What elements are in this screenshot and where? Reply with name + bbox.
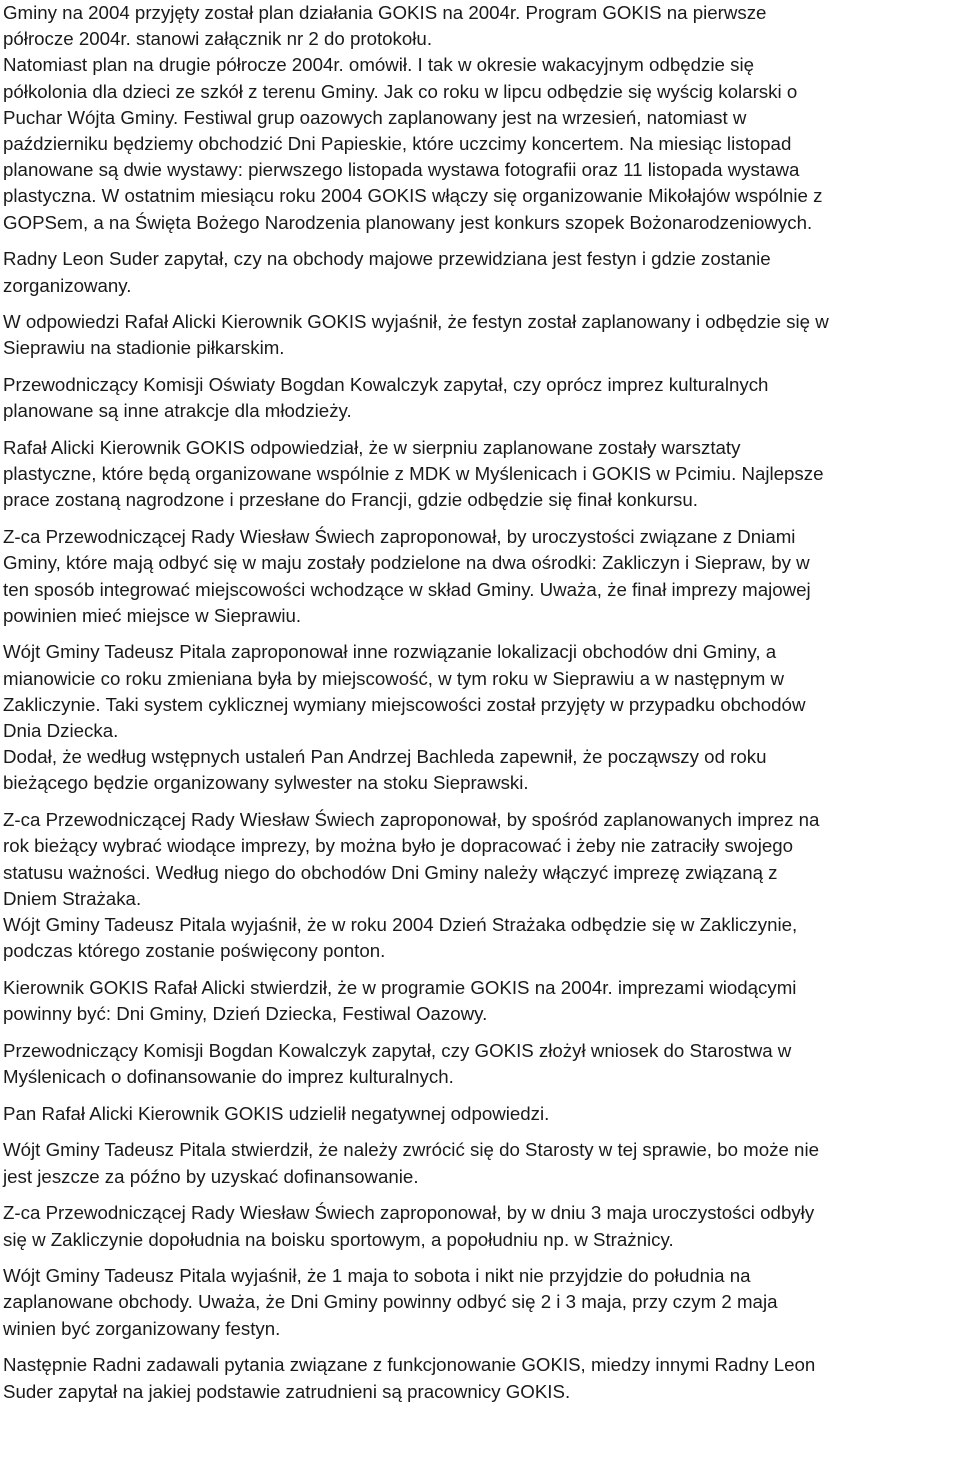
text-line: plastyczna. W ostatnim miesiącu roku 2004 GOKIS włączy się organizowanie Mikołajów wspólnie z [3, 185, 823, 207]
text-line: GOPSem, a na Święta Bożego Narodzenia planowany jest konkurs szopek Bożonarodzeniowych. [3, 211, 813, 233]
text-line: Pan Rafał Alicki Kierownik GOKIS udzielił negatywnej odpowiedzi. [3, 1102, 550, 1124]
text-line: planowane są inne atrakcje dla młodzieży. [3, 400, 352, 422]
text-line: Wójt Gminy Tadeusz Pitala wyjaśnił, że 1 maja to sobota i nikt nie przyjdzie do południa na [3, 1265, 751, 1287]
paragraph [3, 1200, 957, 1252]
text-line: jest jeszcze za późno by uzyskać dofinansowanie. [3, 1165, 419, 1187]
text-line: ten sposób integrować miejscowości wchodzące w skład Gminy. Uważa, że finał imprezy majowej [3, 578, 811, 600]
paragraph [3, 524, 957, 629]
text-line: Puchar Wójta Gminy. Festiwal grup oazowych zaplanowany jest na wrzesień, natomiast w [3, 106, 747, 128]
text-line: Przewodniczący Komisji Bogdan Kowalczyk zapytał, czy GOKIS złożył wniosek do Starostwa w [3, 1039, 792, 1061]
paragraph [3, 1263, 957, 1342]
text-line: W odpowiedzi Rafał Alicki Kierownik GOKIS wyjaśnił, że festyn został zaplanowany i odbędzie się w [3, 311, 829, 333]
text-line: półkolonia dla dzieci ze szkół z terenu Gminy. Jak co roku w lipcu odbędzie się wyścig kolarski o [3, 80, 798, 102]
text-line: plastyczne, które będą organizowane wspólnie z MDK w Myślenicach i GOKIS w Pcimiu. Najlepsze [3, 463, 824, 485]
text-line: Gminy, które mają odbyć się w maju zostały podzielone na dwa ośrodki: Zakliczyn i Siepraw, by w [3, 552, 810, 574]
paragraph [3, 0, 957, 236]
text-line: październiku będziemy obchodzić Dni Papieskie, które uczcimy koncertem. Na miesiąc listopad [3, 133, 792, 155]
paragraph [3, 807, 957, 912]
paragraph [3, 1038, 957, 1090]
text-line: zaplanowane obchody. Uważa, że Dni Gminy powinny odbyć się 2 i 3 maja, przy czym 2 maja [3, 1291, 778, 1313]
text-line: Z-ca Przewodniczącej Rady Wiesław Świech zaproponował, by w dniu 3 maja uroczystości odbyły [3, 1202, 815, 1224]
text-line: Sieprawiu na stadionie piłkarskim. [3, 337, 285, 359]
text-line: zorganizowany. [3, 274, 132, 296]
text-line: planowane są dwie wystawy: pierwszego listopada wystawa fotografii oraz 11 listopada wystawa [3, 159, 800, 181]
text-line: podczas którego zostanie poświęcony ponton. [3, 940, 386, 962]
text-line: Dniem Strażaka. [3, 887, 142, 909]
paragraph [3, 1352, 957, 1404]
paragraph [3, 246, 957, 298]
text-line: powinny być: Dni Gminy, Dzień Dziecka, Festiwal Oazowy. [3, 1003, 488, 1025]
text-line: powinien mieć miejsce w Sieprawiu. [3, 604, 302, 626]
text-line: winien być zorganizowany festyn. [3, 1317, 281, 1339]
paragraph [3, 639, 957, 744]
text-line: Wójt Gminy Tadeusz Pitala zaproponował inne rozwiązanie lokalizacji obchodów dni Gminy, a [3, 641, 777, 663]
text-line: prace zostaną nagrodzone i przesłane do Francji, gdzie odbędzie się finał konkursu. [3, 489, 698, 511]
paragraph [3, 912, 957, 964]
text-line: Następnie Radni zadawali pytania związane z funkcjonowanie GOKIS, miedzy innymi Radny Leon [3, 1354, 816, 1376]
text-line: Dnia Dziecka. [3, 720, 119, 742]
paragraph [3, 975, 957, 1027]
text-line: Wójt Gminy Tadeusz Pitala wyjaśnił, że w roku 2004 Dzień Strażaka odbędzie się w Zakliczynie, [3, 914, 798, 935]
document-body [3, 0, 957, 1405]
text-line: statusu ważności. Według niego do obchodów Dni Gminy należy włączyć imprezę związaną z [3, 861, 778, 883]
text-line: Suder zapytał na jakiej podstawie zatrudnieni są pracownicy GOKIS. [3, 1380, 571, 1402]
paragraph [3, 1101, 957, 1127]
text-line: się w Zakliczynie dopołudnia na boisku sportowym, a popołudniu np. w Strażnicy. [3, 1228, 674, 1250]
paragraph [3, 309, 957, 361]
text-line: mianowicie co roku zmieniana była by miejscowość, w tym roku w Sieprawiu a w następnym w [3, 667, 785, 689]
paragraph [3, 1137, 957, 1189]
paragraph [3, 372, 957, 424]
text-line: bieżącego będzie organizowany sylwester na stoku Sieprawski. [3, 772, 529, 794]
paragraph [3, 744, 957, 796]
text-line: Natomiast plan na drugie półrocze 2004r. omówił. I tak w okresie wakacyjnym odbędzie się [3, 54, 754, 76]
text-line: Gminy na 2004 przyjęty został plan działania GOKIS na 2004r. Program GOKIS na pierwsze [3, 2, 767, 23]
text-line: Radny Leon Suder zapytał, czy na obchody majowe przewidziana jest festyn i gdzie zostanie [3, 248, 771, 270]
text-line: Z-ca Przewodniczącej Rady Wiesław Świech zaproponował, by uroczystości związane z Dniami [3, 526, 796, 548]
text-line: Kierownik GOKIS Rafał Alicki stwierdził, że w programie GOKIS na 2004r. imprezami wiodącymi [3, 976, 797, 998]
text-line: Myślenicach o dofinansowanie do imprez kulturalnych. [3, 1066, 454, 1088]
text-line: rok bieżący wybrać wiodące imprezy, by można było je dopracować i żeby nie zatraciły swojego [3, 835, 794, 857]
paragraph [3, 435, 957, 514]
text-line: Rafał Alicki Kierownik GOKIS odpowiedział, że w sierpniu zaplanowane zostały warsztaty [3, 437, 741, 459]
text-line: Z-ca Przewodniczącej Rady Wiesław Świech zaproponował, by spośród zaplanowanych imprez na [3, 809, 820, 831]
text-line: półrocze 2004r. stanowi załącznik nr 2 do protokołu. [3, 28, 433, 50]
text-line: Zakliczynie. Taki system cyklicznej wymiany miejscowości został przyjęty w przypadku obchodów [3, 693, 806, 715]
text-line: Dodał, że według wstępnych ustaleń Pan Andrzej Bachleda zapewnił, że począwszy od roku [3, 746, 767, 768]
text-line: Wójt Gminy Tadeusz Pitala stwierdził, że należy zwrócić się do Starosty w tej sprawie, bo może nie [3, 1139, 819, 1161]
text-line: Przewodniczący Komisji Oświaty Bogdan Kowalczyk zapytał, czy oprócz imprez kulturalnych [3, 374, 769, 396]
